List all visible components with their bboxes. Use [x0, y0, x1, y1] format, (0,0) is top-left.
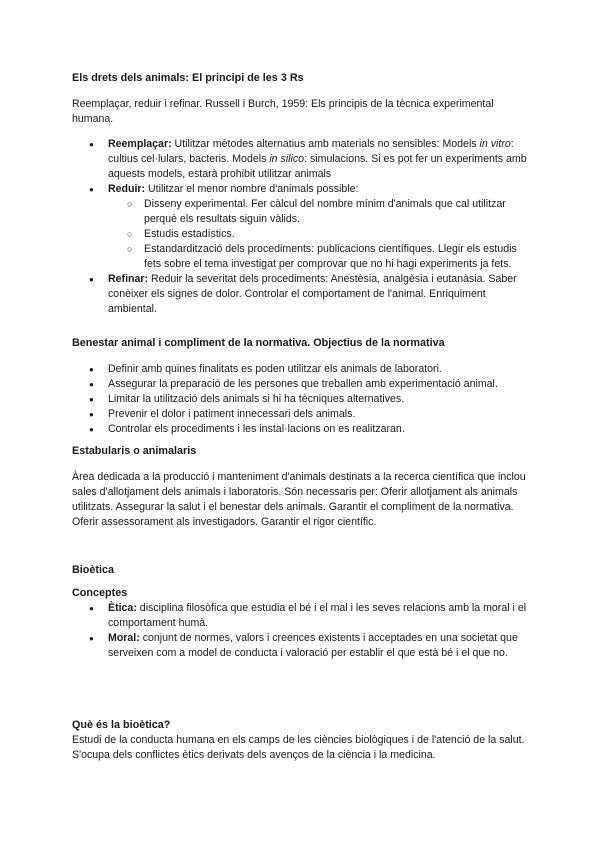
- reduir-sublist: [108, 197, 530, 272]
- section-title-normativa: Benestar animal i compliment de la normativa. Objectius de la normativa: [72, 337, 445, 349]
- sublist-item: ○ Estandardització dels procediments: publicacions científiques. Llegir els estudis fets sobre el tema investigat per comprovar que no hi hagi experiments ja fets.: [72, 242, 530, 272]
- item-text: disciplina filosòfica que estudia el bé i el mal i les seves relacions amb la moral i el comportament humà.: [108, 602, 527, 629]
- label-reduir: Reduir:: [108, 183, 146, 195]
- list-item-refinar: [72, 272, 530, 317]
- sublist-item: ○ Estudis estadístics.: [72, 227, 530, 242]
- section-title-3rs: Els drets dels animals: El principi de les 3 Rs: [72, 72, 304, 84]
- list-item: ● Limitar la utilització dels animals si hi ha tècniques alternatives.: [72, 392, 530, 407]
- label-refinar: Refinar:: [108, 273, 149, 285]
- list-item-moral: [72, 631, 530, 661]
- normativa-list: [72, 362, 530, 437]
- item-text: : cultius cel·lulars, bacteris. Models: [108, 138, 514, 165]
- item-text: Utilitzar el menor nombre d'animals possible:: [145, 183, 359, 195]
- intro-paragraph: Reemplaçar, reduir i refinar. Russell i Burch, 1959: Els principis de la tècnica experimental humana.: [72, 98, 494, 125]
- section-title-estabularis: Estabularis o animalaris: [72, 445, 197, 457]
- subsection-title-conceptes: Conceptes: [72, 587, 128, 599]
- italic-term: in silico: [269, 153, 305, 165]
- bioetica-paragraph: Estudi de la conducta humana en els camps de les ciències biològiques i de l'atenció de la salut. S'ocupa dels conflictes ètics derivats dels avenços de la ciència i la medicina.: [72, 734, 525, 761]
- sublist-item: ○ Disseny experimental. Fer càlcul del nombre mínim d'animals que cal utilitzar perquè els resultats siguin vàlids.: [72, 197, 530, 227]
- section-title-que-es-bioetica: Què és la bioètica?: [72, 719, 171, 731]
- list-item-reduir: [72, 182, 530, 272]
- list-item: ● Prevenir el dolor i patiment innecessari dels animals.: [72, 407, 530, 422]
- section-title-bioetica: Bioètica: [72, 564, 115, 576]
- estabularis-paragraph: Àrea dedicada a la producció i manteniment d'animals destinats a la recerca científica que inclou sales d'allotjament dels animals i laboratoris. Són necessaris per: Oferir allotjament als animals utilitzats. Assegurar la salut i el benestar dels animals. Garantir el compliment de la normativa. Oferir assessorament als investigadors. Garantir el rigor científic.: [72, 471, 526, 528]
- list-item-reemplacar: [72, 137, 530, 182]
- label-etica: Ètica:: [108, 602, 137, 614]
- label-reemplacar: Reemplaçar:: [108, 138, 172, 150]
- three-rs-list: [72, 137, 530, 317]
- label-moral: Moral:: [108, 632, 140, 644]
- list-item: ● Assegurar la preparació de les persones que treballen amb experimentació animal.: [72, 377, 530, 392]
- conceptes-list: [72, 601, 530, 661]
- list-item-etica: [72, 601, 530, 631]
- item-text: conjunt de normes, valors i creences existents i acceptades en una societat que serveixen com a model de conducta i valoració per establir el que està bé i el que no.: [108, 632, 518, 659]
- list-item: ● Controlar els procediments i les instal·lacions on es realitzaran.: [72, 422, 530, 437]
- list-item: ● Definir amb quines finalitats es poden utilitzar els animals de laboratori.: [72, 362, 530, 377]
- italic-term: in vitro: [479, 138, 511, 150]
- item-text: Utilitzar mètodes alternatius amb materials no sensibles: Models: [171, 138, 480, 150]
- item-text: : simulacions. Si es pot fer un experiments amb aquests models, estarà prohibit utilitzar animals: [108, 153, 527, 180]
- item-text: Reduir la severitat dels procediments: Anestèsia, analgèsia i eutanàsia. Saber conèixer els signes de dolor. Controlar el comportament de l'animal. Enriquiment ambiental.: [108, 273, 517, 315]
